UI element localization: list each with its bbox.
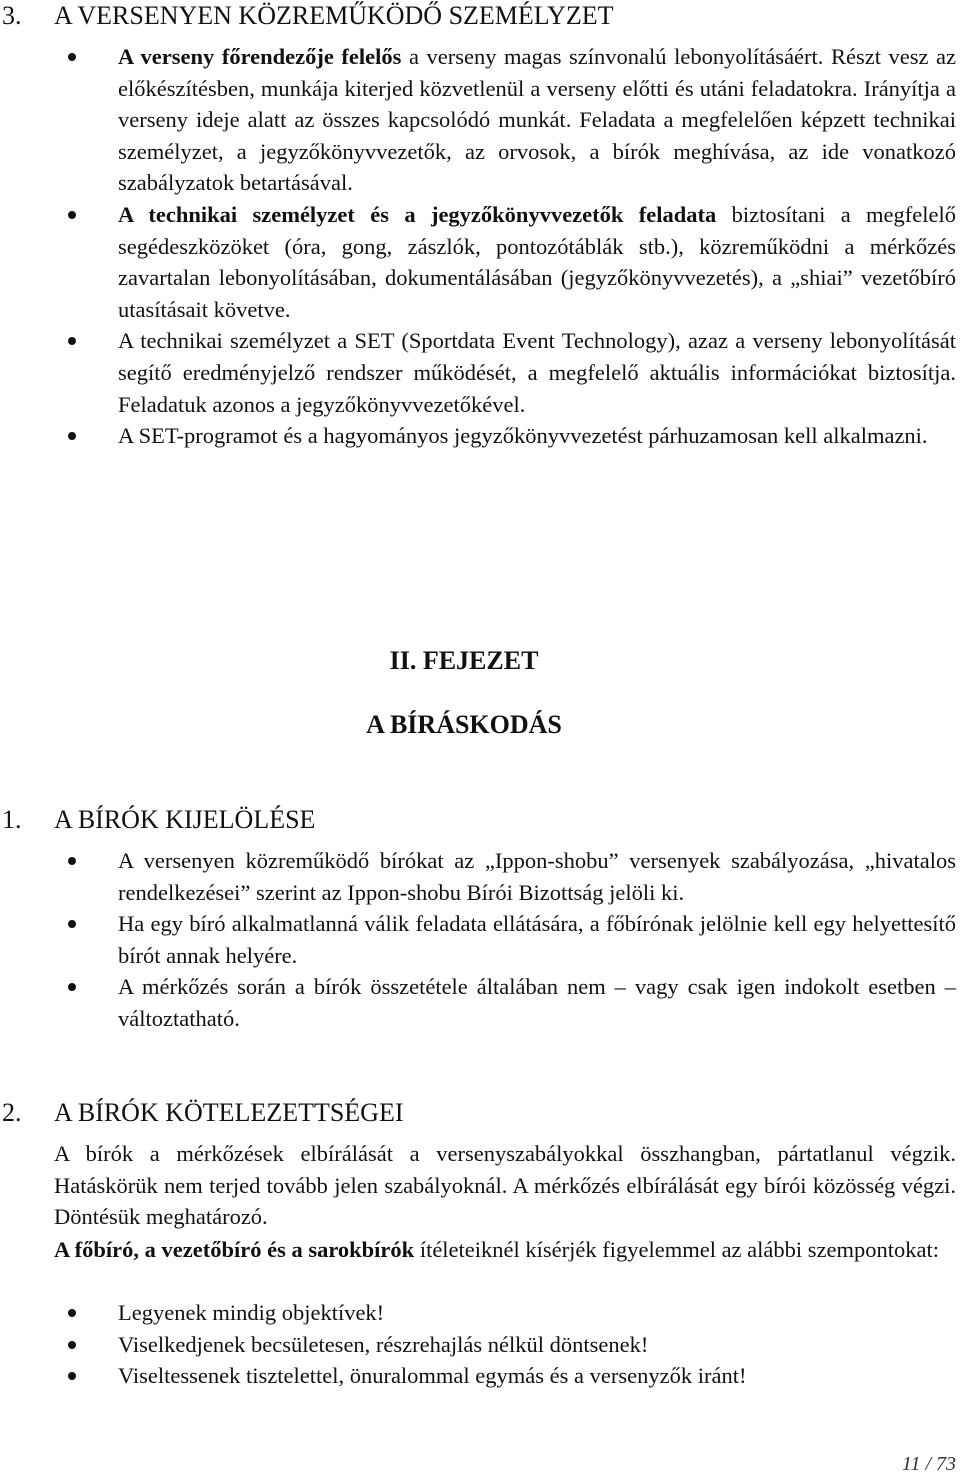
section-3-list (0, 41, 956, 452)
section-1-list (0, 845, 956, 1035)
list-item: A versenyen közreműködő bírókat az „Ippon-shobu” versenyek szabályozása, „hivatalos rendelkezései” szerint az Ippon-shobu Bírói Bizottság jelöli ki. (0, 845, 956, 908)
paragraph-text: ítéleteiknél kísérjék figyelemmel az alábbi szempontokat: (414, 1237, 939, 1262)
section-2-paragraph-1: A bírók a mérkőzések elbírálását a versenyszabályokkal összhangban, pártatlanul végzik. Hatáskörük nem terjed tovább jelen szabályoknál. A mérkőzés elbírálását egy bírói közösség végzi. Döntésük meghatározó. (54, 1141, 956, 1230)
section-number: 1. (2, 805, 22, 834)
section-title: A VERSENYEN KÖZREMŰKÖDŐ SZEMÉLYZET (54, 1, 614, 30)
section-number: 2. (2, 1098, 22, 1127)
list-item-text: A SET-programot és a hagyományos jegyzőkönyvvezetést párhuzamosan kell alkalmazni. (118, 423, 928, 449)
section-title: A BÍRÓK KIJELÖLÉSE (54, 805, 316, 834)
list-item-text: biztosítani a megfelelő segédeszközöket (óra, gong, zászlók, pontozótáblák stb.), közreműködni a mérkőzés zavartalan lebonyolításában, dokumentálásában (jegyzőkönyvvezetés), a „shiai” vezetőbíró utasításait követve. (118, 201, 956, 322)
list-item (0, 325, 956, 420)
list-item: Viselkedjenek becsületesen, részrehajlás nélkül döntsenek! (0, 1329, 956, 1361)
section-2-paragraph-2 (54, 1234, 956, 1266)
list-item: Legyenek mindig objektívek! (0, 1297, 956, 1329)
list-item: Ha egy bíró alkalmatlanná válik feladata ellátására, a főbírónak jelölnie kell egy helyettesítő bírót annak helyére. (0, 908, 956, 971)
list-item: Viseltessenek tisztelettel, önuralommal egymás és a versenyzők iránt! (0, 1360, 956, 1392)
chapter-number: II. FEJEZET (389, 646, 539, 675)
list-item (0, 41, 956, 199)
section-2-list (0, 1297, 956, 1392)
paragraph-bold: A főbíró, a vezetőbíró és a sarokbírók (54, 1237, 415, 1262)
section-number: 3. (2, 1, 22, 30)
list-item: A mérkőzés során a bírók összetétele általában nem – vagy csak igen indokolt esetben – változtatható. (0, 971, 956, 1034)
list-item-text: A technikai személyzet a SET (Sportdata Event Technology), azaz a verseny lebonyolítását segítő eredményjelző rendszer működését, a megfelelő aktuális információkat biztosítja. Feladatuk azonos a jegyzőkönyvvezetőkével. (118, 328, 956, 417)
list-item-text: a verseny magas színvonalú lebonyolításáért. Részt vesz az előkészítésben, munkája kiterjed közvetlenül a verseny előtti és utáni feladatokra. Irányítja a verseny ideje alatt az összes kapcsolódó munkát. Feladata a megfelelően képzett technikai személyzet, a jegyzőkönyvvezetők, az orvosok, a bírók meghívása, az ide vonatkozó szabályzatok betartásával. (118, 44, 957, 196)
page-number: 11 / 73 (901, 1453, 956, 1475)
chapter-title: A BÍRÁSKODÁS (366, 710, 562, 739)
list-item-bold: A technikai személyzet és a jegyzőkönyvvezetők feladata (118, 201, 717, 227)
list-item-bold: A verseny főrendezője felelős (118, 44, 402, 69)
list-item (0, 199, 956, 325)
section-title: A BÍRÓK KÖTELEZETTSÉGEI (54, 1098, 404, 1127)
list-item (0, 420, 956, 452)
